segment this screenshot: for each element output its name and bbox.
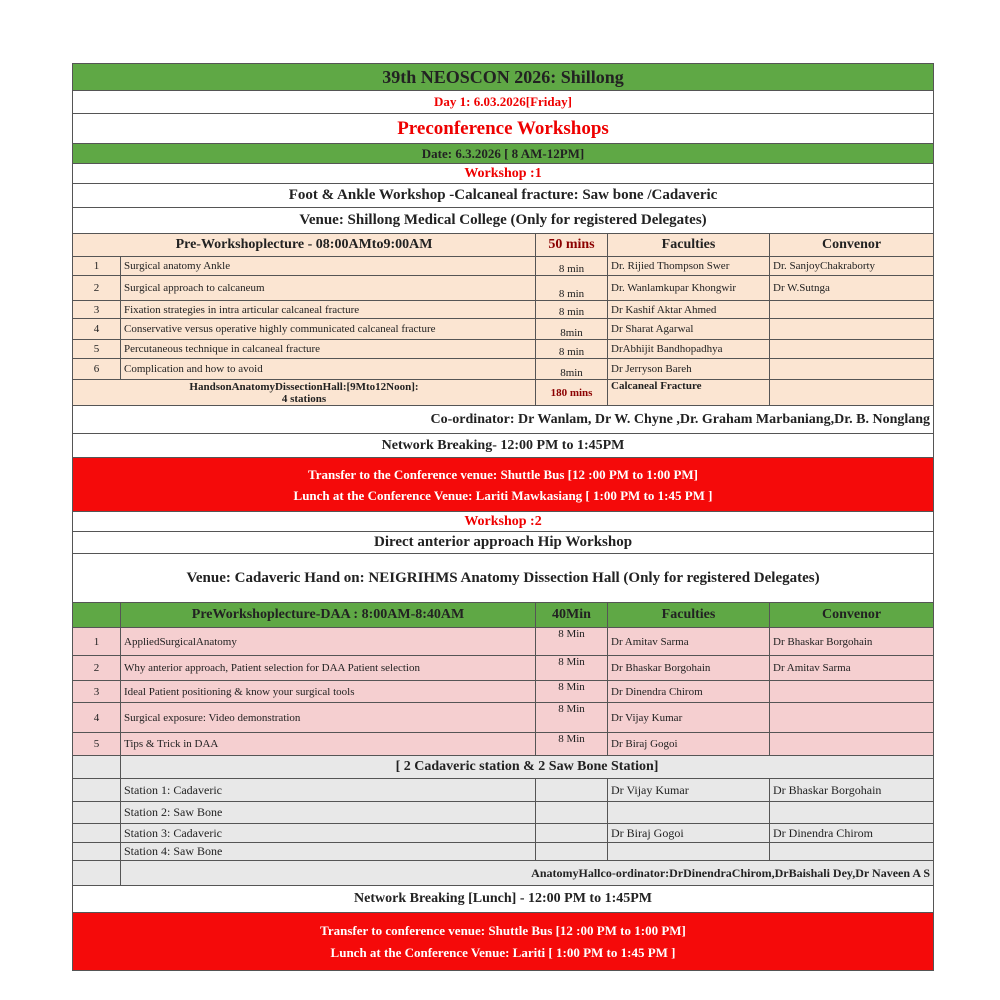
w1-faculties-header: Faculties <box>608 234 770 257</box>
row-number: 1 <box>73 628 121 656</box>
row-topic: Tips & Trick in DAA <box>121 733 536 756</box>
station-faculty: Dr Vijay Kumar <box>608 779 770 802</box>
row-convenor: Dr Bhaskar Borgohain <box>770 628 934 656</box>
row-topic: Surgical exposure: Video demonstration <box>121 703 536 733</box>
row-convenor <box>770 681 934 703</box>
row-duration: 8 Min <box>536 681 608 703</box>
row-faculty: Dr Jerryson Bareh <box>608 359 770 380</box>
w1-coordinator: Co-ordinator: Dr Wanlam, Dr W. Chyne ,Dr. Graham Marbaniang,Dr. B. Nonglang <box>73 406 934 434</box>
row-topic: Conservative versus operative highly communicated calcaneal fracture <box>121 319 536 340</box>
row-faculty: Dr Kashif Aktar Ahmed <box>608 301 770 319</box>
row-duration: 8 Min <box>536 733 608 756</box>
row-number: 4 <box>73 319 121 340</box>
row-convenor: Dr. SanjoyChakraborty <box>770 257 934 276</box>
handson-line2: 4 stations <box>281 392 327 405</box>
row-topic: Why anterior approach, Patient selection for DAA Patient selection <box>121 656 536 681</box>
row-faculty: DrAbhijit Bandhopadhya <box>608 340 770 359</box>
section-title: Preconference Workshops <box>73 114 934 144</box>
station-convenor <box>770 843 934 861</box>
row-faculty: Dr Vijay Kumar <box>608 703 770 733</box>
w2-lunch: Lunch at the Conference Venue: Lariti [ 1:00 PM to 1:45 PM ] <box>330 944 676 960</box>
table-row <box>73 824 934 843</box>
row-convenor <box>770 301 934 319</box>
row-duration: 8 Min <box>536 628 608 656</box>
row-number: 2 <box>73 656 121 681</box>
row-duration: 8 min <box>536 301 608 319</box>
schedule-table <box>72 63 934 971</box>
row-convenor: Dr W.Sutnga <box>770 276 934 301</box>
row-duration: 8min <box>536 319 608 340</box>
station-convenor: Dr Bhaskar Borgohain <box>770 779 934 802</box>
station-name: Station 3: Cadaveric <box>121 824 536 843</box>
w1-lunch: Lunch at the Conference Venue: Lariti Mawkasiang [ 1:00 PM to 1:45 PM ] <box>293 487 713 503</box>
workshop-1-label: Workshop :1 <box>73 164 934 184</box>
row-faculty: Dr Biraj Gogoi <box>608 733 770 756</box>
row-faculty: Dr. Rijied Thompson Swer <box>608 257 770 276</box>
w2-lecture-header: PreWorkshoplecture-DAA : 8:00AM-8:40AM <box>121 603 536 628</box>
row-convenor <box>770 733 934 756</box>
row-topic: AppliedSurgicalAnatomy <box>121 628 536 656</box>
row-number: 5 <box>73 733 121 756</box>
handson-mins: 180 mins <box>536 380 608 406</box>
station-name: Station 2: Saw Bone <box>121 802 536 824</box>
w2-faculties-header: Faculties <box>608 603 770 628</box>
station-convenor: Dr Dinendra Chirom <box>770 824 934 843</box>
station-name: Station 4: Saw Bone <box>121 843 536 861</box>
row-number: 4 <box>73 703 121 733</box>
row-duration: 8min <box>536 359 608 380</box>
row-faculty: Dr Amitav Sarma <box>608 628 770 656</box>
table-row <box>73 703 934 733</box>
row-topic: Surgical anatomy Ankle <box>121 257 536 276</box>
day-label: Day 1: 6.03.2026[Friday] <box>73 91 934 114</box>
row-faculty: Dr Dinendra Chirom <box>608 681 770 703</box>
row-faculty: Dr Bhaskar Borgohain <box>608 656 770 681</box>
row-number: 6 <box>73 359 121 380</box>
table-row <box>73 656 934 681</box>
w2-transfer: Transfer to conference venue: Shuttle Bus [12 :00 PM to 1:00 PM] <box>320 922 686 938</box>
handson-topic: Calcaneal Fracture <box>608 380 770 406</box>
table-row <box>73 843 934 861</box>
row-number: 5 <box>73 340 121 359</box>
row-convenor <box>770 703 934 733</box>
event-title: 39th NEOSCON 2026: Shillong <box>73 64 934 91</box>
w1-lecture-header: Pre-Workshoplecture - 08:00AMto9:00AM <box>73 234 536 257</box>
row-number: 1 <box>73 257 121 276</box>
row-duration: 8 min <box>536 276 608 301</box>
row-duration: 8 Min <box>536 703 608 733</box>
row-topic: Ideal Patient positioning & know your surgical tools <box>121 681 536 703</box>
station-convenor <box>770 802 934 824</box>
row-number: 2 <box>73 276 121 301</box>
table-row <box>73 340 934 359</box>
workshop-2-name: Direct anterior approach Hip Workshop <box>73 532 934 554</box>
handson-line1: HandsonAnatomyDissectionHall:[9Mto12Noon]: <box>189 380 419 393</box>
row-duration: 8 Min <box>536 656 608 681</box>
table-row <box>73 319 934 340</box>
w1-mins-header: 50 mins <box>536 234 608 257</box>
table-row <box>73 802 934 824</box>
date-label: Date: 6.3.2026 [ 8 AM-12PM] <box>73 144 934 164</box>
row-convenor: Dr Amitav Sarma <box>770 656 934 681</box>
table-row <box>73 359 934 380</box>
row-faculty: Dr. Wanlamkupar Khongwir <box>608 276 770 301</box>
row-faculty: Dr Sharat Agarwal <box>608 319 770 340</box>
w2-coordinator: AnatomyHallco-ordinator:DrDinendraChirom,DrBaishali Dey,Dr Naveen A S <box>121 861 934 886</box>
station-name: Station 1: Cadaveric <box>121 779 536 802</box>
w2-mins-header: 40Min <box>536 603 608 628</box>
table-row <box>73 301 934 319</box>
table-row <box>73 276 934 301</box>
w1-network-break: Network Breaking- 12:00 PM to 1:45PM <box>73 434 934 458</box>
w1-transfer: Transfer to the Conference venue: Shuttle Bus [12 :00 PM to 1:00 PM] <box>308 466 698 482</box>
row-number: 3 <box>73 301 121 319</box>
workshop-1-venue: Venue: Shillong Medical College (Only for registered Delegates) <box>73 208 934 234</box>
row-duration: 8 min <box>536 340 608 359</box>
table-row <box>73 733 934 756</box>
table-row <box>73 681 934 703</box>
stations-heading: [ 2 Cadaveric station & 2 Saw Bone Station] <box>121 756 934 779</box>
w1-convenor-header: Convenor <box>770 234 934 257</box>
table-row <box>73 779 934 802</box>
station-faculty <box>608 802 770 824</box>
w2-network-break: Network Breaking [Lunch] - 12:00 PM to 1:45PM <box>73 886 934 913</box>
workshop-2-venue: Venue: Cadaveric Hand on: NEIGRIHMS Anatomy Dissection Hall (Only for registered Delegates) <box>73 554 934 603</box>
row-convenor <box>770 319 934 340</box>
row-topic: Surgical approach to calcaneum <box>121 276 536 301</box>
row-topic: Complication and how to avoid <box>121 359 536 380</box>
row-topic: Percutaneous technique in calcaneal fracture <box>121 340 536 359</box>
row-duration: 8 min <box>536 257 608 276</box>
row-number: 3 <box>73 681 121 703</box>
workshop-1-name: Foot & Ankle Workshop -Calcaneal fracture: Saw bone /Cadaveric <box>73 184 934 208</box>
workshop-2-label: Workshop :2 <box>73 512 934 532</box>
w2-convenor-header: Convenor <box>770 603 934 628</box>
station-faculty <box>608 843 770 861</box>
row-convenor <box>770 340 934 359</box>
row-convenor <box>770 359 934 380</box>
table-row <box>73 257 934 276</box>
row-topic: Fixation strategies in intra articular calcaneal fracture <box>121 301 536 319</box>
station-faculty: Dr Biraj Gogoi <box>608 824 770 843</box>
table-row <box>73 628 934 656</box>
